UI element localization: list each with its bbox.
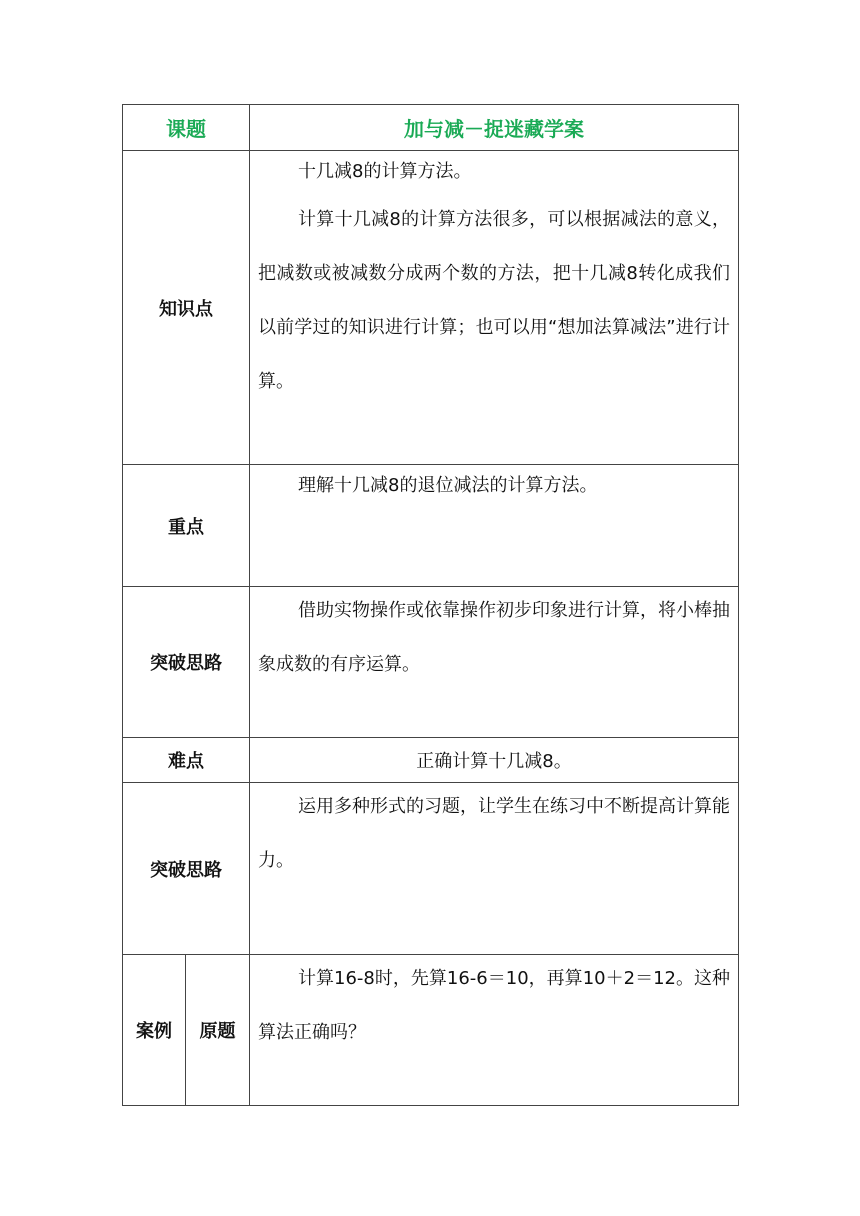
difficulty-label: 难点 (123, 738, 250, 783)
key-point-label: 重点 (123, 465, 250, 587)
knowledge-para-2: 计算十几减8的计算方法很多，可以根据减法的意义，把减数或被减数分成两个数的方法，把十几减8转化成我们以前学过的知识进行计算；也可以用“想加法算减法”进行计算。 (258, 209, 730, 392)
knowledge-label: 知识点 (123, 151, 250, 465)
breakthrough-text-1: 借助实物操作或依靠操作初步印象进行计算，将小棒抽象成数的有序运算。 (258, 600, 730, 675)
breakthrough-row-2 (123, 783, 739, 955)
breakthrough-content-2 (250, 783, 739, 955)
case-text: 计算16-8时，先算16-6＝10，再算10＋2＝12。这种算法正确吗？ (258, 968, 730, 1043)
case-sub-label: 原题 (186, 955, 250, 1106)
key-point-row (123, 465, 739, 587)
difficulty-text: 正确计算十几减8。 (250, 738, 739, 783)
case-content (250, 955, 739, 1106)
breakthrough-label-2: 突破思路 (123, 783, 250, 955)
knowledge-content (250, 151, 739, 465)
case-row (123, 955, 739, 1106)
key-point-content (250, 465, 739, 587)
breakthrough-content-1 (250, 587, 739, 738)
breakthrough-row-1 (123, 587, 739, 738)
case-label: 案例 (123, 955, 186, 1106)
breakthrough-text-2: 运用多种形式的习题，让学生在练习中不断提高计算能力。 (258, 796, 730, 871)
knowledge-para-1: 十几减8的计算方法。 (298, 161, 472, 182)
difficulty-row (123, 738, 739, 783)
lesson-table (122, 104, 739, 1106)
knowledge-row (123, 151, 739, 465)
breakthrough-label-1: 突破思路 (123, 587, 250, 738)
key-point-text: 理解十几减8的退位减法的计算方法。 (298, 475, 598, 496)
lesson-title: 加与减－捉迷藏学案 (250, 105, 739, 151)
header-label: 课题 (123, 105, 250, 151)
header-row (123, 105, 739, 151)
